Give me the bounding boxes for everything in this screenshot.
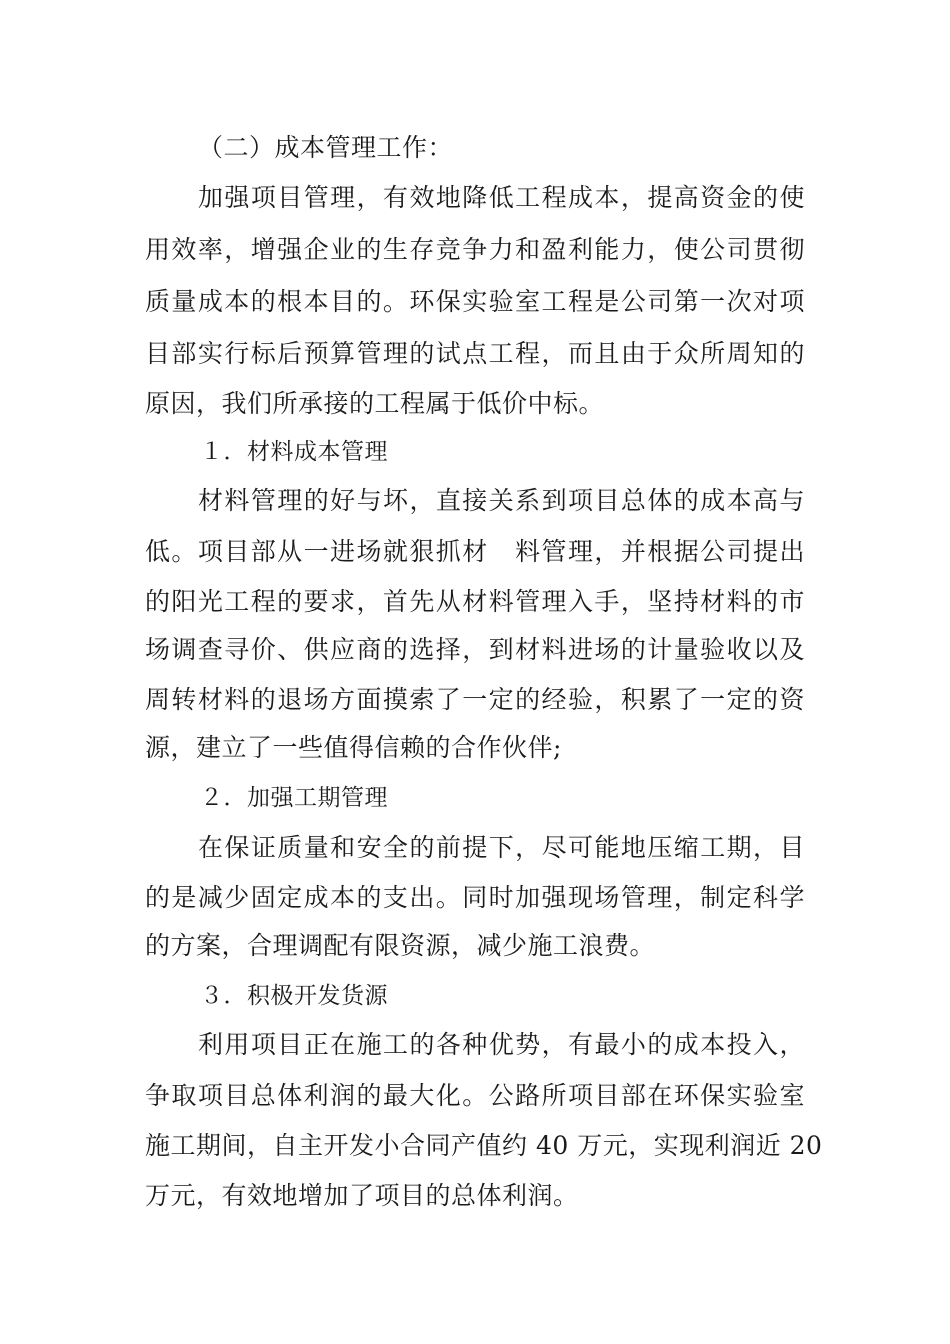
paragraph-line: 低。项目部从一进场就狠抓材 料管理，并根据公司提出	[145, 537, 805, 566]
paragraph-line: 用效率，增强企业的生存竞争力和盈利能力，使公司贯彻	[145, 235, 805, 264]
paragraph-line: 的方案，合理调配有限资源，减少施工浪费。	[145, 931, 656, 960]
paragraph-line: 施工期间，自主开发小合同产值约 40 万元，实现利润近 20	[145, 1131, 823, 1160]
paragraph-line: 加强项目管理，有效地降低工程成本，提高资金的使	[198, 183, 805, 212]
subsection-heading: １．材料成本管理	[200, 439, 388, 465]
paragraph-line: 源，建立了一些值得信赖的合作伙伴;	[145, 733, 562, 762]
subsection-heading: ２．加强工期管理	[200, 785, 388, 811]
subsection-heading: ３．积极开发货源	[200, 983, 388, 1009]
paragraph-line: 材料管理的好与坏，直接关系到项目总体的成本高与	[198, 486, 805, 515]
paragraph-line: 的阳光工程的要求，首先从材料管理入手，坚持材料的市	[145, 587, 805, 616]
paragraph-line: 的是减少固定成本的支出。同时加强现场管理，制定科学	[145, 883, 805, 912]
paragraph-line: 在保证质量和安全的前提下，尽可能地压缩工期，目	[198, 833, 805, 862]
paragraph-line: 原因，我们所承接的工程属于低价中标。	[145, 389, 605, 418]
paragraph-line: 争取项目总体利润的最大化。公路所项目部在环保实验室	[145, 1081, 805, 1110]
paragraph-line: 万元，有效地增加了项目的总体利润。	[145, 1181, 579, 1210]
paragraph-line: 目部实行标后预算管理的试点工程，而且由于众所周知的	[145, 339, 805, 368]
paragraph-line: 质量成本的根本目的。环保实验室工程是公司第一次对项	[145, 287, 805, 316]
section-title: （二）成本管理工作：	[198, 133, 454, 162]
paragraph-line: 场调查寻价、供应商的选择，到材料进场的计量验收以及	[145, 635, 805, 664]
paragraph-line: 利用项目正在施工的各种优势，有最小的成本投入，	[198, 1030, 805, 1059]
paragraph-line: 周转材料的退场方面摸索了一定的经验，积累了一定的资	[145, 685, 805, 714]
